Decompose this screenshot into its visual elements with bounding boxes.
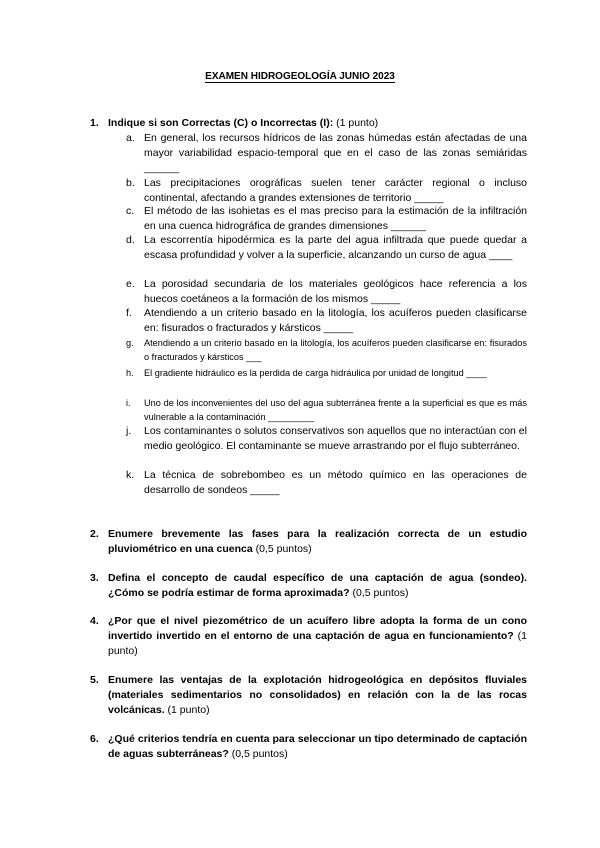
question-text: Indique si son Correctas (C) o Incorrectas (I):: [108, 117, 334, 129]
question-points: (1 punto): [108, 630, 527, 657]
exam-title: EXAMEN HIDROGEOLOGÍA JUNIO 2023: [205, 71, 395, 82]
item-c: c. El método de las isohietas es el mas preciso para la estimación de la infiltración en una cuenca hidrográfica de grandes dimensiones ______: [126, 205, 527, 232]
question-number: 2.: [90, 528, 99, 540]
question-text: Enumere las ventajas de la explotación hidrogeológica en depósitos fluviales (materiales sedimentarios no consolidados) en relación con la de las rocas volcánicas.: [108, 674, 527, 716]
question-number: 3.: [90, 572, 99, 584]
question-3: [90, 571, 527, 601]
item-g: g. Atendiendo a un criterio basado en la litología, los acuíferos pueden clasificarse en: fisurados o fracturados y kársticos ___: [126, 338, 527, 362]
question-text: ¿Qué criterios tendría en cuenta para seleccionar un tipo determinado de captación de aguas subterráneas?: [108, 733, 527, 760]
question-6: [90, 732, 527, 762]
question-points: (0,5 puntos): [252, 543, 312, 555]
question-text: ¿Por que el nivel piezométrico de un acuífero libre adopta la forma de un cono invertido invertido en el entorno de una captación de agua en funcionamiento?: [108, 615, 527, 642]
item-d: d. La escorrentía hipodérmica es la parte del agua infiltrada que puede quedar a escasa profundidad y volver a la superficie, alcanzando un curso de agua ____: [126, 234, 527, 261]
question-points: (0,5 puntos): [228, 748, 288, 760]
question-points: (0,5 puntos): [349, 587, 409, 599]
question-number: 6.: [90, 733, 99, 745]
item-a: a. En general, los recursos hídricos de las zonas húmedas están afectadas de una mayor variabilidad espacio-temporal que en el caso de las zonas semiáridas ______: [126, 132, 527, 174]
question-points: (1 punto): [333, 117, 379, 129]
item-e: e. La porosidad secundaria de los materiales geológicos hace referencia a los huecos coetáneos a la formación de los mismos _____: [126, 278, 527, 305]
question-1: [90, 116, 527, 131]
question-number: 4.: [90, 615, 99, 627]
item-h: h. El gradiente hidráulico es la perdida de carga hidráulica por unidad de longitud ____: [126, 368, 487, 378]
question-points: (1 punto): [164, 704, 210, 716]
question-2: [90, 527, 527, 557]
question-number: 1.: [90, 117, 99, 129]
item-b: b. Las precipitaciones orográficas suelen tener carácter regional o incluso continental, afectando a grandes extensiones de territorio _____: [126, 177, 527, 204]
item-i: i. Uno de los inconvenientes del uso del agua subterránea frente a la superficial es que es más vulnerable a la contaminación _________: [126, 398, 527, 422]
item-f: f. Atendiendo a un criterio basado en la litología, los acuíferos pueden clasificarse en: fisurados o fracturados y kársticos _____: [126, 307, 527, 334]
question-number: 5.: [90, 674, 99, 686]
item-j: j. Los contaminantes o solutos conservativos son aquellos que no interactúan con el medio geológico. El contaminante se mueve arrastrando por el flujo subterráneo.: [126, 425, 527, 452]
question-text: Enumere brevemente las fases para la realización correcta de un estudio pluviométrico en una cuenca: [108, 528, 527, 555]
question-4: [90, 614, 527, 659]
item-k: k. La técnica de sobrebombeo es un método químico en las operaciones de desarrollo de sondeos _____: [126, 469, 527, 496]
question-5: [90, 673, 527, 718]
question-text: Defina el concepto de caudal específico de una captación de agua (sondeo). ¿Cómo se podría estimar de forma aproximada?: [108, 572, 527, 599]
